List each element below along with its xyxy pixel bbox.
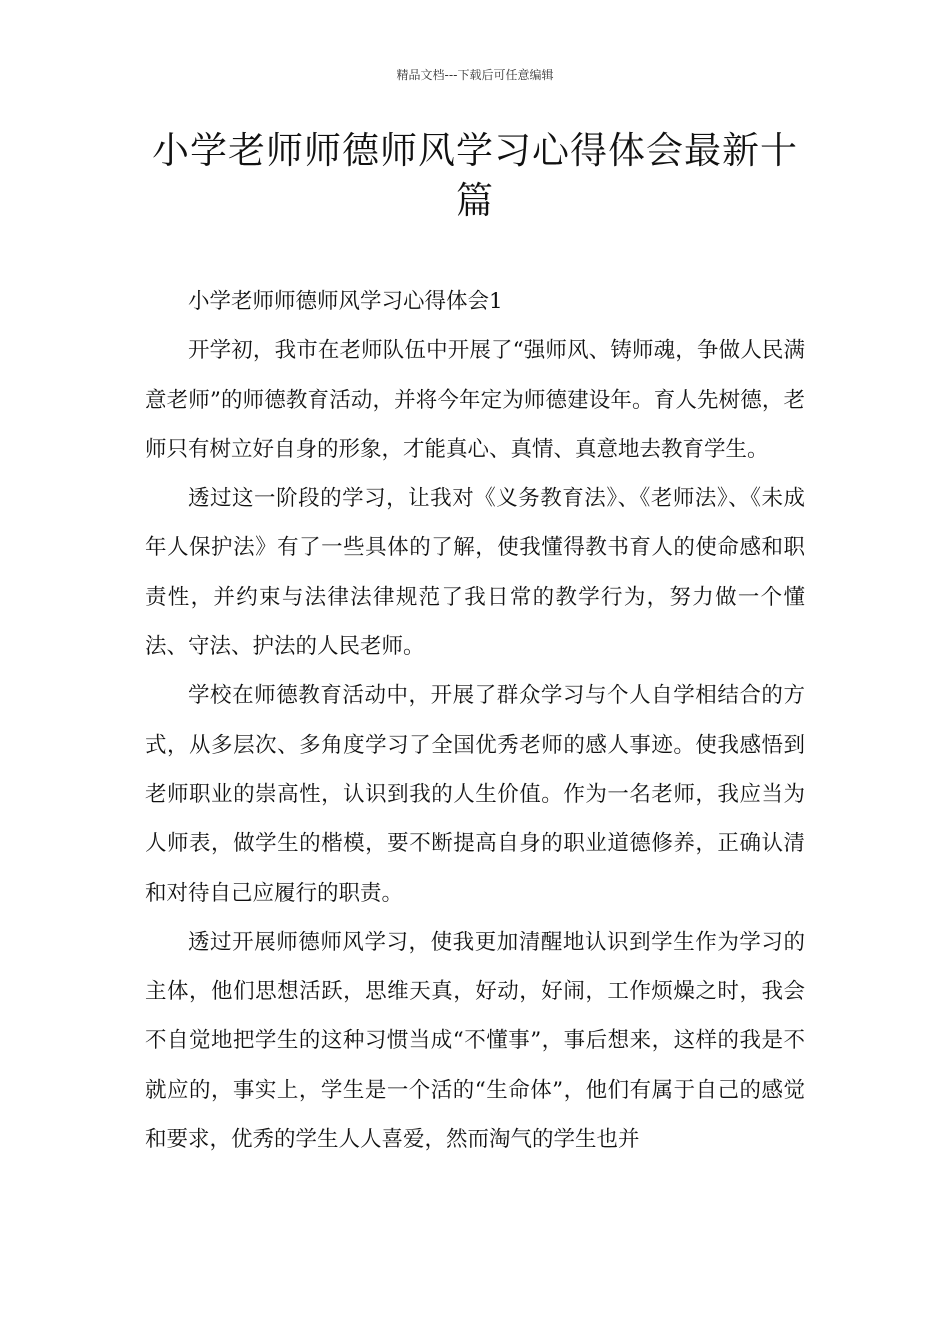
paragraph-4: 透过开展师德师风学习，使我更加清醒地认识到学生作为学习的主体，他们思想活跃，思维天真，好动，好闹，工作烦燥之时，我会不自觉地把学生的这种习惯当成“不懂事”，事后想来，这样的我是不就应的，事实上，学生是一个活的“生命体”，他们有属于自己的感觉和要求，优秀的学生人人喜爱，然而淘气的学生也并 xyxy=(145,929,805,1153)
document-title: 小学老师师德师风学习心得体会最新十篇 xyxy=(152,129,798,222)
paragraph-2: 透过这一阶段的学习，让我对《义务教育法》、《老师法》、《未成年人保护法》有了一些具体的了解，使我懂得教书育人的使命感和职责性，并约束与法律法律规范了我日常的教学行为，努力做一个懂法、守法、护法的人民老师。 xyxy=(145,486,805,660)
section-heading: 小学老师师德师风学习心得体会1 xyxy=(188,289,503,314)
header-note: 精品文档---下载后可任意编辑 xyxy=(396,68,554,82)
paragraph-3: 学校在师德教育活动中，开展了群众学习与个人自学相结合的方式，从多层次、多角度学习了全国优秀老师的感人事迹。使我感悟到老师职业的崇高性，认识到我的人生价值。作为一名老师，我应当为人师表，做学生的楷模，要不断提高自身的职业道德修养，正确认清和对待自己应履行的职责。 xyxy=(145,683,805,906)
paragraph-1: 开学初，我市在老师队伍中开展了“强师风、铸师魂，争做人民满意老师”的师德教育活动，并将今年定为师德建设年。育人先树德，老师只有树立好自身的形象，才能真心、真情、真意地去教育学生。 xyxy=(145,338,805,462)
document-body xyxy=(145,277,805,1164)
